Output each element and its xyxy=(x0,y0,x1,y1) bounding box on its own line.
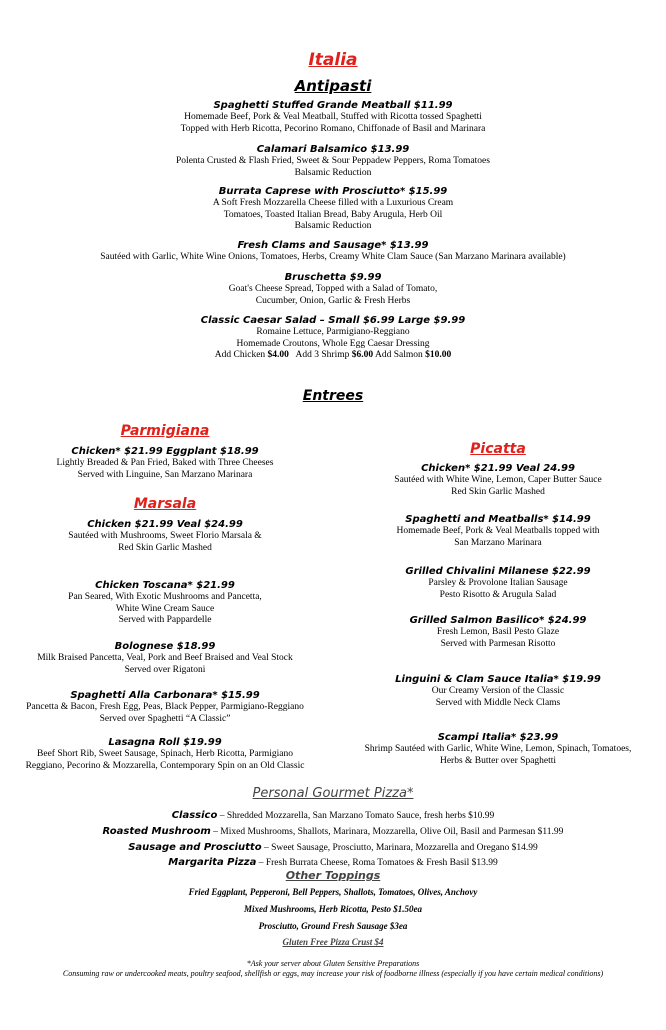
item-description: Shrimp Sautéed with Garlic, White Wine, Lemon, Spinach, Tomatoes, Herbs & Butter over Spaghetti xyxy=(364,744,632,766)
item-name: Linguini & Clam Sauce Italia* $19.99 xyxy=(395,674,601,685)
item-description: Romaine Lettuce, Parmigiano-Reggiano Homemade Croutons, Whole Egg Caesar Dressing xyxy=(236,327,430,349)
item-description: Lightly Breaded & Pan Fried, Baked with Three Cheeses Served with Linguine, San Marzano Marinara xyxy=(56,458,274,480)
item-name: Classic Caesar Salad – Small $6.99 Large $9.99 xyxy=(200,315,466,326)
entree-item xyxy=(330,614,666,650)
entree-item xyxy=(330,731,666,767)
entree-item xyxy=(0,445,330,481)
page-title: Italia xyxy=(308,50,358,70)
item-description: Our Creamy Version of the Classic Served with Middle Neck Clams xyxy=(431,686,565,708)
topping-line: Prosciutto, Ground Fresh Sausage $3ea xyxy=(258,921,408,931)
pizza-heading: Personal Gourmet Pizza* xyxy=(252,786,414,801)
item-name: Bruschetta $9.99 xyxy=(284,272,382,283)
antipasti-item xyxy=(0,314,666,362)
item-name: Lasagna Roll $19.99 xyxy=(108,737,222,748)
item-name: Spaghetti Alla Carbonara* $15.99 xyxy=(70,690,260,701)
addon-text: Add Salmon xyxy=(373,350,426,360)
item-name: Scampi Italia* $23.99 xyxy=(437,732,559,743)
entree-item xyxy=(330,673,666,709)
toppings-heading: Other Toppings xyxy=(285,869,381,882)
item-name: Calamari Balsamico $13.99 xyxy=(256,144,410,155)
entrees-heading: Entrees xyxy=(302,388,364,404)
entree-item xyxy=(0,736,330,772)
entree-item xyxy=(0,579,330,627)
entree-item xyxy=(330,565,666,601)
item-name: Fresh Clams and Sausage* $13.99 xyxy=(237,240,429,251)
antipasti-item xyxy=(0,99,666,135)
item-name: Grilled Salmon Basilico* $24.99 xyxy=(409,615,587,626)
picatta-heading: Picatta xyxy=(470,441,526,457)
addon-price: $4.00 xyxy=(267,350,289,360)
addon-price: $10.00 xyxy=(425,350,452,360)
item-name: Chicken* $21.99 Eggplant $18.99 xyxy=(71,446,259,457)
antipasti-item xyxy=(0,239,666,264)
item-name: Chicken* $21.99 Veal 24.99 xyxy=(421,463,575,474)
item-description: Homemade Beef, Pork & Veal Meatballs topped with San Marzano Marinara xyxy=(396,526,600,548)
item-description: Pan Seared, With Exotic Mushrooms and Pancetta, White Wine Cream Sauce Served with Pappardelle xyxy=(68,592,262,625)
pizza-description: – Sweet Sausage, Prosciutto, Marinara, Mozzarella and Oregano $14.99 xyxy=(261,843,538,853)
pizza-name: Classico xyxy=(171,810,218,821)
pizza-description: – Mixed Mushrooms, Shallots, Marinara, Mozzarella, Olive Oil, Basil and Parmesan $11.99 xyxy=(210,827,564,837)
item-description: Milk Braised Pancetta, Veal, Pork and Beef Braised and Veal Stock Served over Rigatoni xyxy=(37,653,293,675)
item-name: Chicken Toscana* $21.99 xyxy=(95,580,235,591)
pizza-item xyxy=(0,808,666,824)
item-description: Sautéed with Garlic, White Wine Onions, Tomatoes, Herbs, Creamy White Clam Sauce (San Marzano Marinara available) xyxy=(100,252,566,262)
gluten-free-note: Gluten Free Pizza Crust $4 xyxy=(282,937,384,947)
item-description: A Soft Fresh Mozzarella Cheese filled with a Luxurious Cream Tomatoes, Toasted Italian Bread, Baby Arugula, Herb Oil Balsamic Reduction xyxy=(212,198,454,231)
pizza-name: Margarita Pizza xyxy=(168,857,257,868)
pizza-name: Sausage and Prosciutto xyxy=(128,842,262,853)
gluten-sensitive-note: *Ask your server about Gluten Sensitive Preparations xyxy=(246,959,420,968)
antipasti-item xyxy=(0,143,666,179)
item-name: Grilled Chivalini Milanese $22.99 xyxy=(405,566,591,577)
pizza-description: – Fresh Burrata Cheese, Roma Tomatoes & Fresh Basil $13.99 xyxy=(256,858,498,868)
item-description: Homemade Beef, Pork & Veal Meatball, Stuffed with Ricotta tossed Spaghetti Topped with Herb Ricotta, Pecorino Romano, Chiffonade of Basil and Marinara xyxy=(180,112,486,134)
pizza-name: Roasted Mushroom xyxy=(102,826,211,837)
item-description: Pancetta & Bacon, Fresh Egg, Peas, Black Pepper, Parmigiano-Reggiano Served over Spaghetti “A Classic” xyxy=(26,702,304,724)
item-name: Bolognese $18.99 xyxy=(114,641,216,652)
antipasti-item xyxy=(0,271,666,307)
item-description: Parsley & Provolone Italian Sausage Pesto Risotto & Arugula Salad xyxy=(428,578,568,600)
pizza-item xyxy=(0,824,666,840)
item-description: Sautéed with Mushrooms, Sweet Florio Marsala & Red Skin Garlic Mashed xyxy=(68,531,262,553)
entree-item xyxy=(330,513,666,549)
item-description: Polenta Crusted & Flash Fried, Sweet & Sour Peppadew Peppers, Roma Tomatoes Balsamic Reduction xyxy=(176,156,490,178)
item-name: Spaghetti and Meatballs* $14.99 xyxy=(405,514,591,525)
topping-line: Fried Eggplant, Pepperoni, Bell Peppers, Shallots, Tomatoes, Olives, Anchovy xyxy=(188,887,478,897)
entree-item xyxy=(0,640,330,676)
item-name: Chicken $21.99 Veal $24.99 xyxy=(87,519,243,530)
pizza-item xyxy=(0,840,666,856)
addon-price: $6.00 xyxy=(351,350,374,360)
food-safety-disclaimer: Consuming raw or undercooked meats, poultry seafood, shellfish or eggs, may increase your risk of foodborne illness (especially if you have certain medical conditions) xyxy=(62,969,604,978)
parmigiana-heading: Parmigiana xyxy=(120,423,210,439)
item-name: Spaghetti Stuffed Grande Meatball $11.99 xyxy=(213,100,453,111)
antipasti-heading: Antipasti xyxy=(294,77,372,95)
antipasti-item xyxy=(0,185,666,233)
item-description: Sautéed with White Wine, Lemon, Caper Butter Sauce Red Skin Garlic Mashed xyxy=(394,475,602,497)
item-description: Fresh Lemon, Basil Pesto Glaze Served with Parmesan Risotto xyxy=(436,627,560,649)
marsala-heading: Marsala xyxy=(133,496,197,512)
pizza-description: – Shredded Mozzarella, San Marzano Tomato Sauce, fresh herbs $10.99 xyxy=(217,811,495,821)
addon-text: Add Chicken xyxy=(214,350,268,360)
entree-item xyxy=(0,689,330,725)
item-description: Goat's Cheese Spread, Topped with a Salad of Tomato, Cucumber, Onion, Garlic & Fresh Herbs xyxy=(228,284,438,306)
item-description: Beef Short Rib, Sweet Sausage, Spinach, Herb Ricotta, Parmigiano Reggiano, Pecorino & Mozzarella, Contemporary Spin on an Old Classic xyxy=(25,749,305,771)
entree-item xyxy=(0,518,330,554)
topping-line: Mixed Mushrooms, Herb Ricotta, Pesto $1.50ea xyxy=(243,904,422,914)
addon-text: Add 3 Shrimp xyxy=(288,350,352,360)
addons-line xyxy=(0,350,666,362)
item-name: Burrata Caprese with Prosciutto* $15.99 xyxy=(218,186,448,197)
entree-item xyxy=(330,462,666,498)
